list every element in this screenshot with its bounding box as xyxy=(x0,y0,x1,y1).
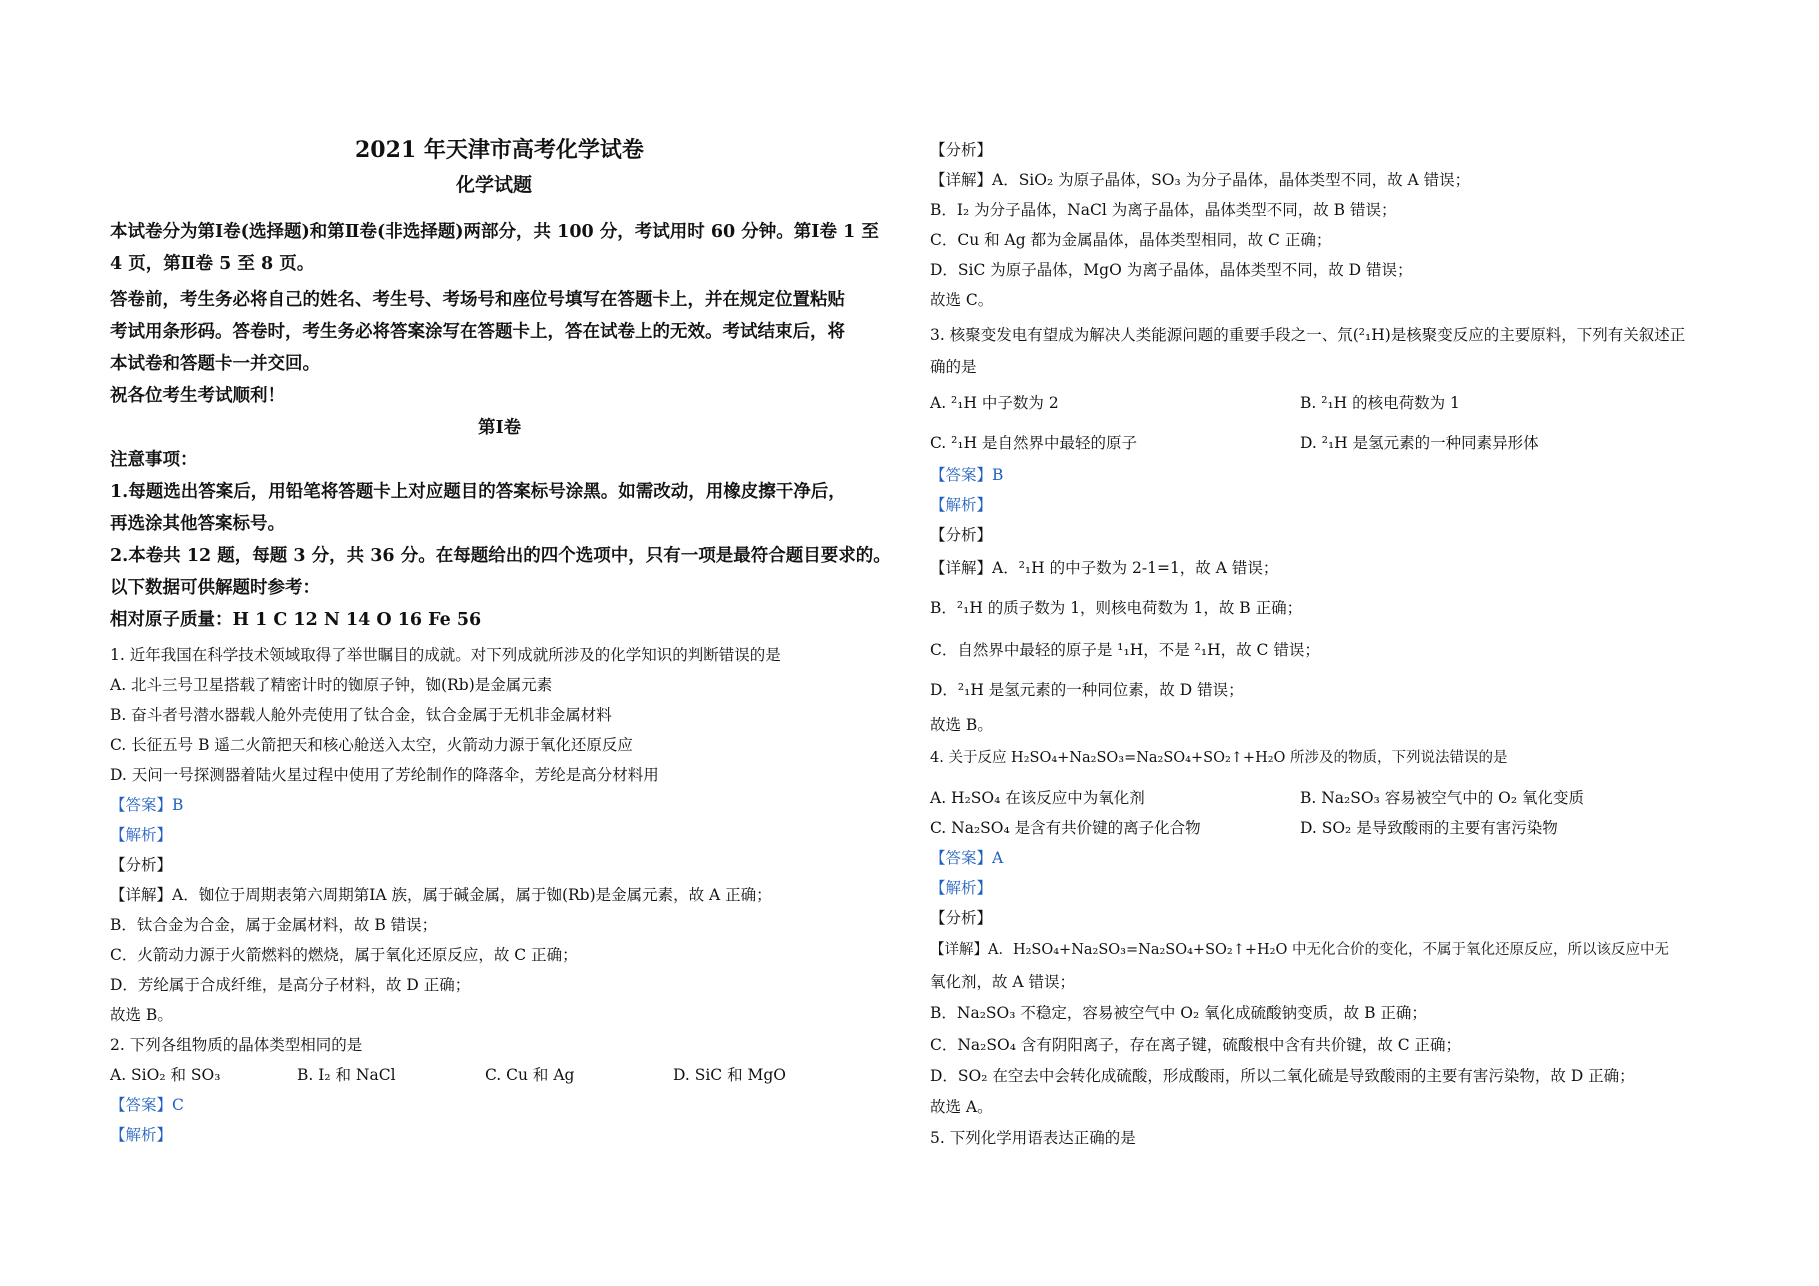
analysis-tag: 【解析】 xyxy=(110,1126,173,1144)
explanation-line: 【详解】A．铷位于周期表第六周期第ⅠA 族，属于碱金属，属于铷(Rb)是金属元素，故 A 正确； xyxy=(110,886,772,904)
question-option: C. ²₁H 是自然界中最轻的原子 xyxy=(930,434,1138,452)
question-stem: 1. 近年我国在科学技术领域取得了举世瞩目的成就。对下列成就所涉及的化学知识的判断错误的是 xyxy=(110,646,781,664)
conclusion-line: 故选 B。 xyxy=(930,716,993,734)
answer-tag: 【答案】C xyxy=(110,1096,184,1114)
analysis-tag: 【解析】 xyxy=(930,879,993,897)
analysis-tag: 【解析】 xyxy=(930,496,993,514)
question-option: B. 奋斗者号潜水器载人舱外壳使用了钛合金，钛合金属于无机非金属材料 xyxy=(110,706,612,724)
intro-text: 本试卷分为第Ⅰ卷(选择题)和第Ⅱ卷(非选择题)两部分，共 100 分，考试用时 60 分钟。第Ⅰ卷 1 至 xyxy=(110,222,879,242)
analysis-note: 【分析】 xyxy=(110,856,173,874)
analysis-note: 【分析】 xyxy=(930,141,993,159)
explanation-line: C．Cu 和 Ag 都为金属晶体，晶体类型相同，故 C 正确； xyxy=(930,231,1332,249)
question-option: C. Na₂SO₄ 是含有共价键的离子化合物 xyxy=(930,819,1201,837)
explanation-line: B．²₁H 的质子数为 1，则核电荷数为 1，故 B 正确； xyxy=(930,599,1303,617)
question-option: C. Cu 和 Ag xyxy=(485,1066,575,1084)
notice-item: 2.本卷共 12 题，每题 3 分，共 36 分。在每题给出的四个选项中，只有一项是最符合题目要求的。 xyxy=(110,546,891,566)
analysis-note: 【分析】 xyxy=(930,909,993,927)
question-option: A. H₂SO₄ 在该反应中为氧化剂 xyxy=(930,789,1145,807)
explanation-line: D．SO₂ 在空去中会转化成硫酸，形成酸雨，所以二氧化硫是导致酸雨的主要有害污染物，故 D 正确； xyxy=(930,1067,1635,1085)
question-option: A. 北斗三号卫星搭载了精密计时的铷原子钟，铷(Rb)是金属元素 xyxy=(110,676,553,694)
explanation-line: B．钛合金为合金，属于金属材料，故 B 错误； xyxy=(110,916,438,934)
explanation-line: C．火箭动力源于火箭燃料的燃烧，属于氧化还原反应，故 C 正确； xyxy=(110,946,578,964)
notice-item: 再选涂其他答案标号。 xyxy=(110,514,285,534)
conclusion-line: 故选 B。 xyxy=(110,1006,173,1024)
question-stem: 确的是 xyxy=(930,358,977,376)
question-option: A. ²₁H 中子数为 2 xyxy=(930,394,1059,412)
explanation-line: C．自然界中最轻的原子是 ¹₁H，不是 ²₁H，故 C 错误； xyxy=(930,641,1320,659)
explanation-line: D．芳纶属于合成纤维，是高分子材料，故 D 正确； xyxy=(110,976,471,994)
conclusion-line: 故选 A。 xyxy=(930,1098,993,1116)
question-stem: 3. 核聚变发电有望成为解决人类能源问题的重要手段之一、氘(²₁H)是核聚变反应的主要原料，下列有关叙述正 xyxy=(930,326,1686,344)
analysis-note: 【分析】 xyxy=(930,526,993,544)
question-option: B. Na₂SO₃ 容易被空气中的 O₂ 氧化变质 xyxy=(1300,789,1585,807)
reference-heading: 以下数据可供解题时参考： xyxy=(110,578,320,598)
question-stem: 4. 关于反应 H₂SO₄+Na₂SO₃=Na₂SO₄+SO₂↑+H₂O 所涉及的物质，下列说法错误的是 xyxy=(930,750,1508,766)
explanation-line: 【详解】A．H₂SO₄+Na₂SO₃=Na₂SO₄+SO₂↑+H₂O 中无化合价的变化，不属于氧化还原反应，所以该反应中无 xyxy=(930,942,1669,958)
conclusion-line: 故选 C。 xyxy=(930,291,994,309)
answer-tag: 【答案】A xyxy=(930,849,1004,867)
answer-tag: 【答案】B xyxy=(110,796,184,814)
instructions-text: 本试卷和答题卡一并交回。 xyxy=(110,354,320,374)
atomic-mass-line: 相对原子质量：H 1 C 12 N 14 O 16 Fe 56 xyxy=(110,610,482,630)
exam-subtitle: 化学试题 xyxy=(456,174,533,196)
question-option: C. 长征五号 B 遥二火箭把天和核心舱送入太空，火箭动力源于氧化还原反应 xyxy=(110,736,633,754)
explanation-line: 【详解】A．SiO₂ 为原子晶体，SO₃ 为分子晶体，晶体类型不同，故 A 错误； xyxy=(930,171,1471,189)
instructions-text: 答卷前，考生务必将自己的姓名、考生号、考场号和座位号填写在答题卡上，并在规定位置粘贴 xyxy=(110,290,845,310)
explanation-line: D．²₁H 是氢元素的一种同位素，故 D 错误； xyxy=(930,681,1244,699)
question-option: D. ²₁H 是氢元素的一种同素异形体 xyxy=(1300,434,1539,452)
question-option: D. SiC 和 MgO xyxy=(673,1066,787,1084)
notice-heading: 注意事项： xyxy=(110,450,198,470)
explanation-line: 【详解】A．²₁H 的中子数为 2-1=1，故 A 错误； xyxy=(930,559,1279,577)
question-option: D. 天问一号探测器着陆火星过程中使用了芳纶制作的降落伞，芳纶是高分材料用 xyxy=(110,766,659,784)
explanation-line: C．Na₂SO₄ 含有阴阳离子，存在离子键，硫酸根中含有共价键，故 C 正确； xyxy=(930,1036,1462,1054)
analysis-tag: 【解析】 xyxy=(110,826,173,844)
question-option: A. SiO₂ 和 SO₃ xyxy=(110,1066,221,1084)
question-option: B. ²₁H 的核电荷数为 1 xyxy=(1300,394,1460,412)
explanation-line: 氧化剂，故 A 错误； xyxy=(930,973,1076,991)
question-option: D. SO₂ 是导致酸雨的主要有害污染物 xyxy=(1300,819,1558,837)
question-stem: 5. 下列化学用语表达正确的是 xyxy=(930,1129,1136,1147)
notice-item: 1.每题选出答案后，用铅笔将答题卡上对应题目的答案标号涂黑。如需改动，用橡皮擦干净后， xyxy=(110,482,846,502)
intro-text: 4 页，第Ⅱ卷 5 至 8 页。 xyxy=(110,254,315,274)
question-option: B. I₂ 和 NaCl xyxy=(297,1066,396,1084)
question-stem: 2. 下列各组物质的晶体类型相同的是 xyxy=(110,1036,363,1054)
explanation-line: B．I₂ 为分子晶体，NaCl 为离子晶体，晶体类型不同，故 B 错误； xyxy=(930,201,1397,219)
instructions-text: 考试用条形码。答卷时，考生务必将答案涂写在答题卡上，答在试卷上的无效。考试结束后，将 xyxy=(110,322,845,342)
explanation-line: B．Na₂SO₃ 不稳定，容易被空气中 O₂ 氧化成硫酸钠变质，故 B 正确； xyxy=(930,1004,1427,1022)
exam-title: 2021 年天津市高考化学试卷 xyxy=(355,137,644,163)
part-heading: 第Ⅰ卷 xyxy=(478,418,522,438)
answer-tag: 【答案】B xyxy=(930,466,1004,484)
wish-text: 祝各位考生考试顺利！ xyxy=(110,386,285,406)
explanation-line: D．SiC 为原子晶体，MgO 为离子晶体，晶体类型不同，故 D 错误； xyxy=(930,261,1413,279)
